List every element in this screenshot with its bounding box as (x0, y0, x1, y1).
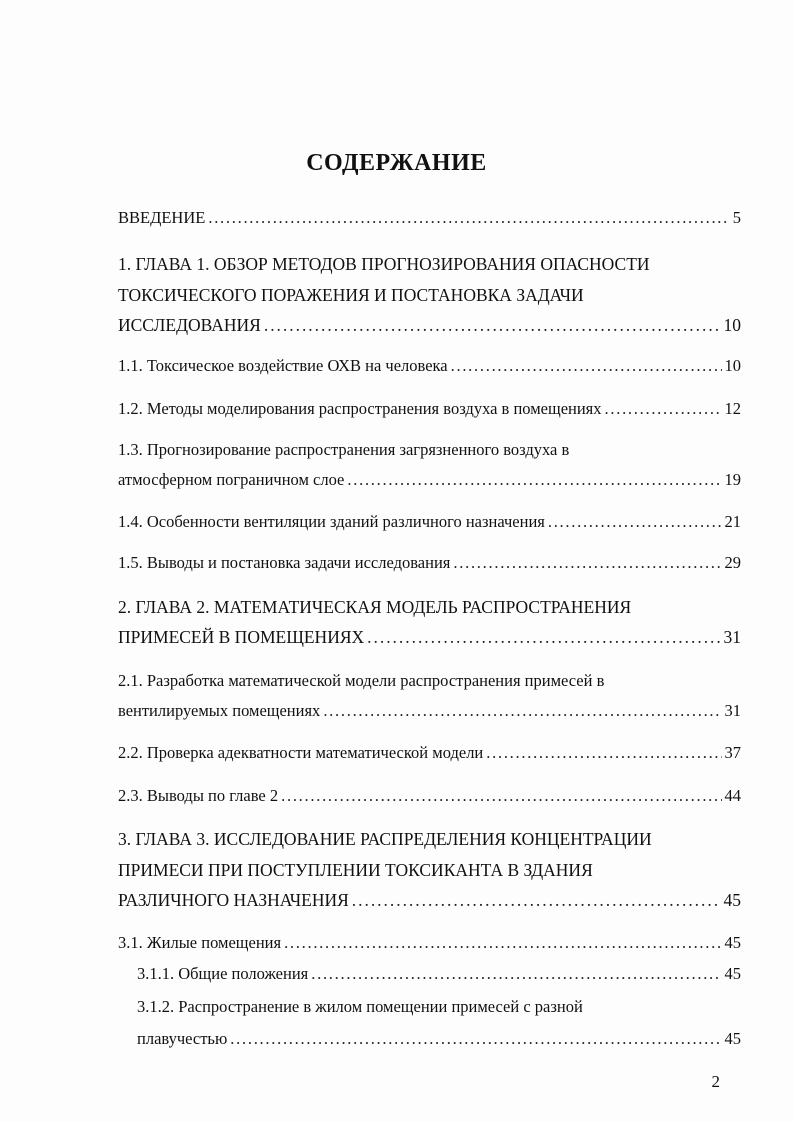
dot-leader (347, 470, 721, 490)
toc-section-2-2[interactable] (118, 743, 741, 763)
toc-section-2-3[interactable] (118, 786, 741, 806)
toc-page-number: 19 (724, 470, 741, 489)
dot-leader (281, 786, 721, 806)
toc-entry-title: РАЗЛИЧНОГО НАЗНАЧЕНИЯ (118, 890, 349, 910)
toc-entry-title: атмосферном пограничном слое (118, 470, 345, 489)
toc-entry-introduction[interactable] (118, 208, 741, 228)
page-number: 2 (711, 1072, 720, 1091)
dot-leader (451, 356, 722, 376)
toc-page-number: 45 (724, 933, 741, 952)
toc-section-3-1-2-line1[interactable]: 3.1.2. Распространение в жилом помещении примесей с разной (137, 997, 583, 1016)
toc-entry-title: 2.3. Выводы по главе 2 (118, 786, 279, 805)
toc-chapter-3-line1[interactable]: 3. ГЛАВА 3. ИССЛЕДОВАНИЕ РАСПРЕДЕЛЕНИЯ КОНЦЕНТРАЦИИ (118, 829, 652, 849)
toc-page-number: 21 (724, 512, 741, 531)
toc-chapter-1-last[interactable] (118, 315, 741, 335)
dot-leader (284, 933, 721, 953)
toc-chapter-2-last[interactable] (118, 627, 741, 647)
toc-section-3-1-1[interactable] (137, 964, 741, 984)
dot-leader (264, 315, 721, 335)
toc-chapter-1-line1[interactable]: 1. ГЛАВА 1. ОБЗОР МЕТОДОВ ПРОГНОЗИРОВАНИЯ ОПАСНОСТИ (118, 254, 650, 274)
toc-page-number: 12 (724, 399, 741, 418)
dot-leader (453, 553, 721, 573)
dot-leader (208, 208, 729, 228)
toc-entry-title: 1.4. Особенности вентиляции зданий различного назначения (118, 512, 545, 531)
toc-section-2-1-last[interactable] (118, 701, 741, 721)
toc-entry-title: 1.5. Выводы и постановка задачи исследования (118, 553, 451, 572)
toc-page-number: 45 (723, 890, 741, 910)
toc-entry-title: 2.2. Проверка адекватности математической модели (118, 743, 484, 762)
dot-leader (311, 964, 721, 984)
dot-leader (605, 399, 722, 419)
toc-section-1-5[interactable] (118, 553, 741, 573)
toc-section-1-4[interactable] (118, 512, 741, 532)
toc-chapter-3-line2[interactable]: ПРИМЕСИ ПРИ ПОСТУПЛЕНИИ ТОКСИКАНТА В ЗДАНИЯ (118, 860, 593, 880)
dot-leader (230, 1029, 721, 1049)
toc-entry-title: 1.2. Методы моделирования распространения воздуха в помещениях (118, 399, 602, 418)
toc-entry-title: ВВЕДЕНИЕ (118, 208, 206, 227)
dot-leader (367, 627, 720, 647)
toc-page-number: 10 (723, 315, 741, 335)
toc-page-number: 45 (724, 964, 741, 983)
toc-entry-title: 3.1.1. Общие положения (137, 964, 309, 983)
toc-entry-title: ИССЛЕДОВАНИЯ (118, 315, 261, 335)
toc-page-number: 37 (724, 743, 741, 762)
toc-section-1-1[interactable] (118, 356, 741, 376)
toc-section-2-1-line1[interactable]: 2.1. Разработка математической модели распространения примесей в (118, 671, 605, 690)
toc-entry-title: ПРИМЕСЕЙ В ПОМЕЩЕНИЯХ (118, 627, 365, 647)
toc-section-3-1-2-last[interactable] (137, 1029, 741, 1049)
dot-leader (352, 890, 721, 910)
toc-section-3-1[interactable] (118, 933, 741, 953)
toc-page-number: 31 (723, 627, 741, 647)
toc-page-number: 31 (724, 701, 741, 720)
page-title: СОДЕРЖАНИЕ (306, 150, 487, 176)
toc-section-1-2[interactable] (118, 399, 741, 419)
toc-entry-title: 3.1. Жилые помещения (118, 933, 282, 952)
toc-page-number: 45 (724, 1029, 741, 1048)
toc-section-1-3-line1[interactable]: 1.3. Прогнозирование распространения загрязненного воздуха в (118, 440, 570, 459)
dot-leader (548, 512, 722, 532)
toc-entry-title: 1.1. Токсическое воздействие ОХВ на человека (118, 356, 448, 375)
toc-entry-title: вентилируемых помещениях (118, 701, 321, 720)
toc-chapter-3-last[interactable] (118, 890, 741, 910)
toc-entry-title: плавучестью (137, 1029, 228, 1048)
dot-leader (323, 701, 721, 721)
toc-chapter-2-line1[interactable]: 2. ГЛАВА 2. МАТЕМАТИЧЕСКАЯ МОДЕЛЬ РАСПРОСТРАНЕНИЯ (118, 597, 632, 617)
toc-page-number: 10 (724, 356, 741, 375)
toc-page-number: 5 (732, 208, 741, 227)
toc-chapter-1-line2[interactable]: ТОКСИЧЕСКОГО ПОРАЖЕНИЯ И ПОСТАНОВКА ЗАДАЧИ (118, 285, 584, 305)
toc-page-number: 29 (724, 553, 741, 572)
toc-section-1-3-last[interactable] (118, 470, 741, 490)
dot-leader (486, 743, 721, 763)
toc-page-number: 44 (724, 786, 741, 805)
